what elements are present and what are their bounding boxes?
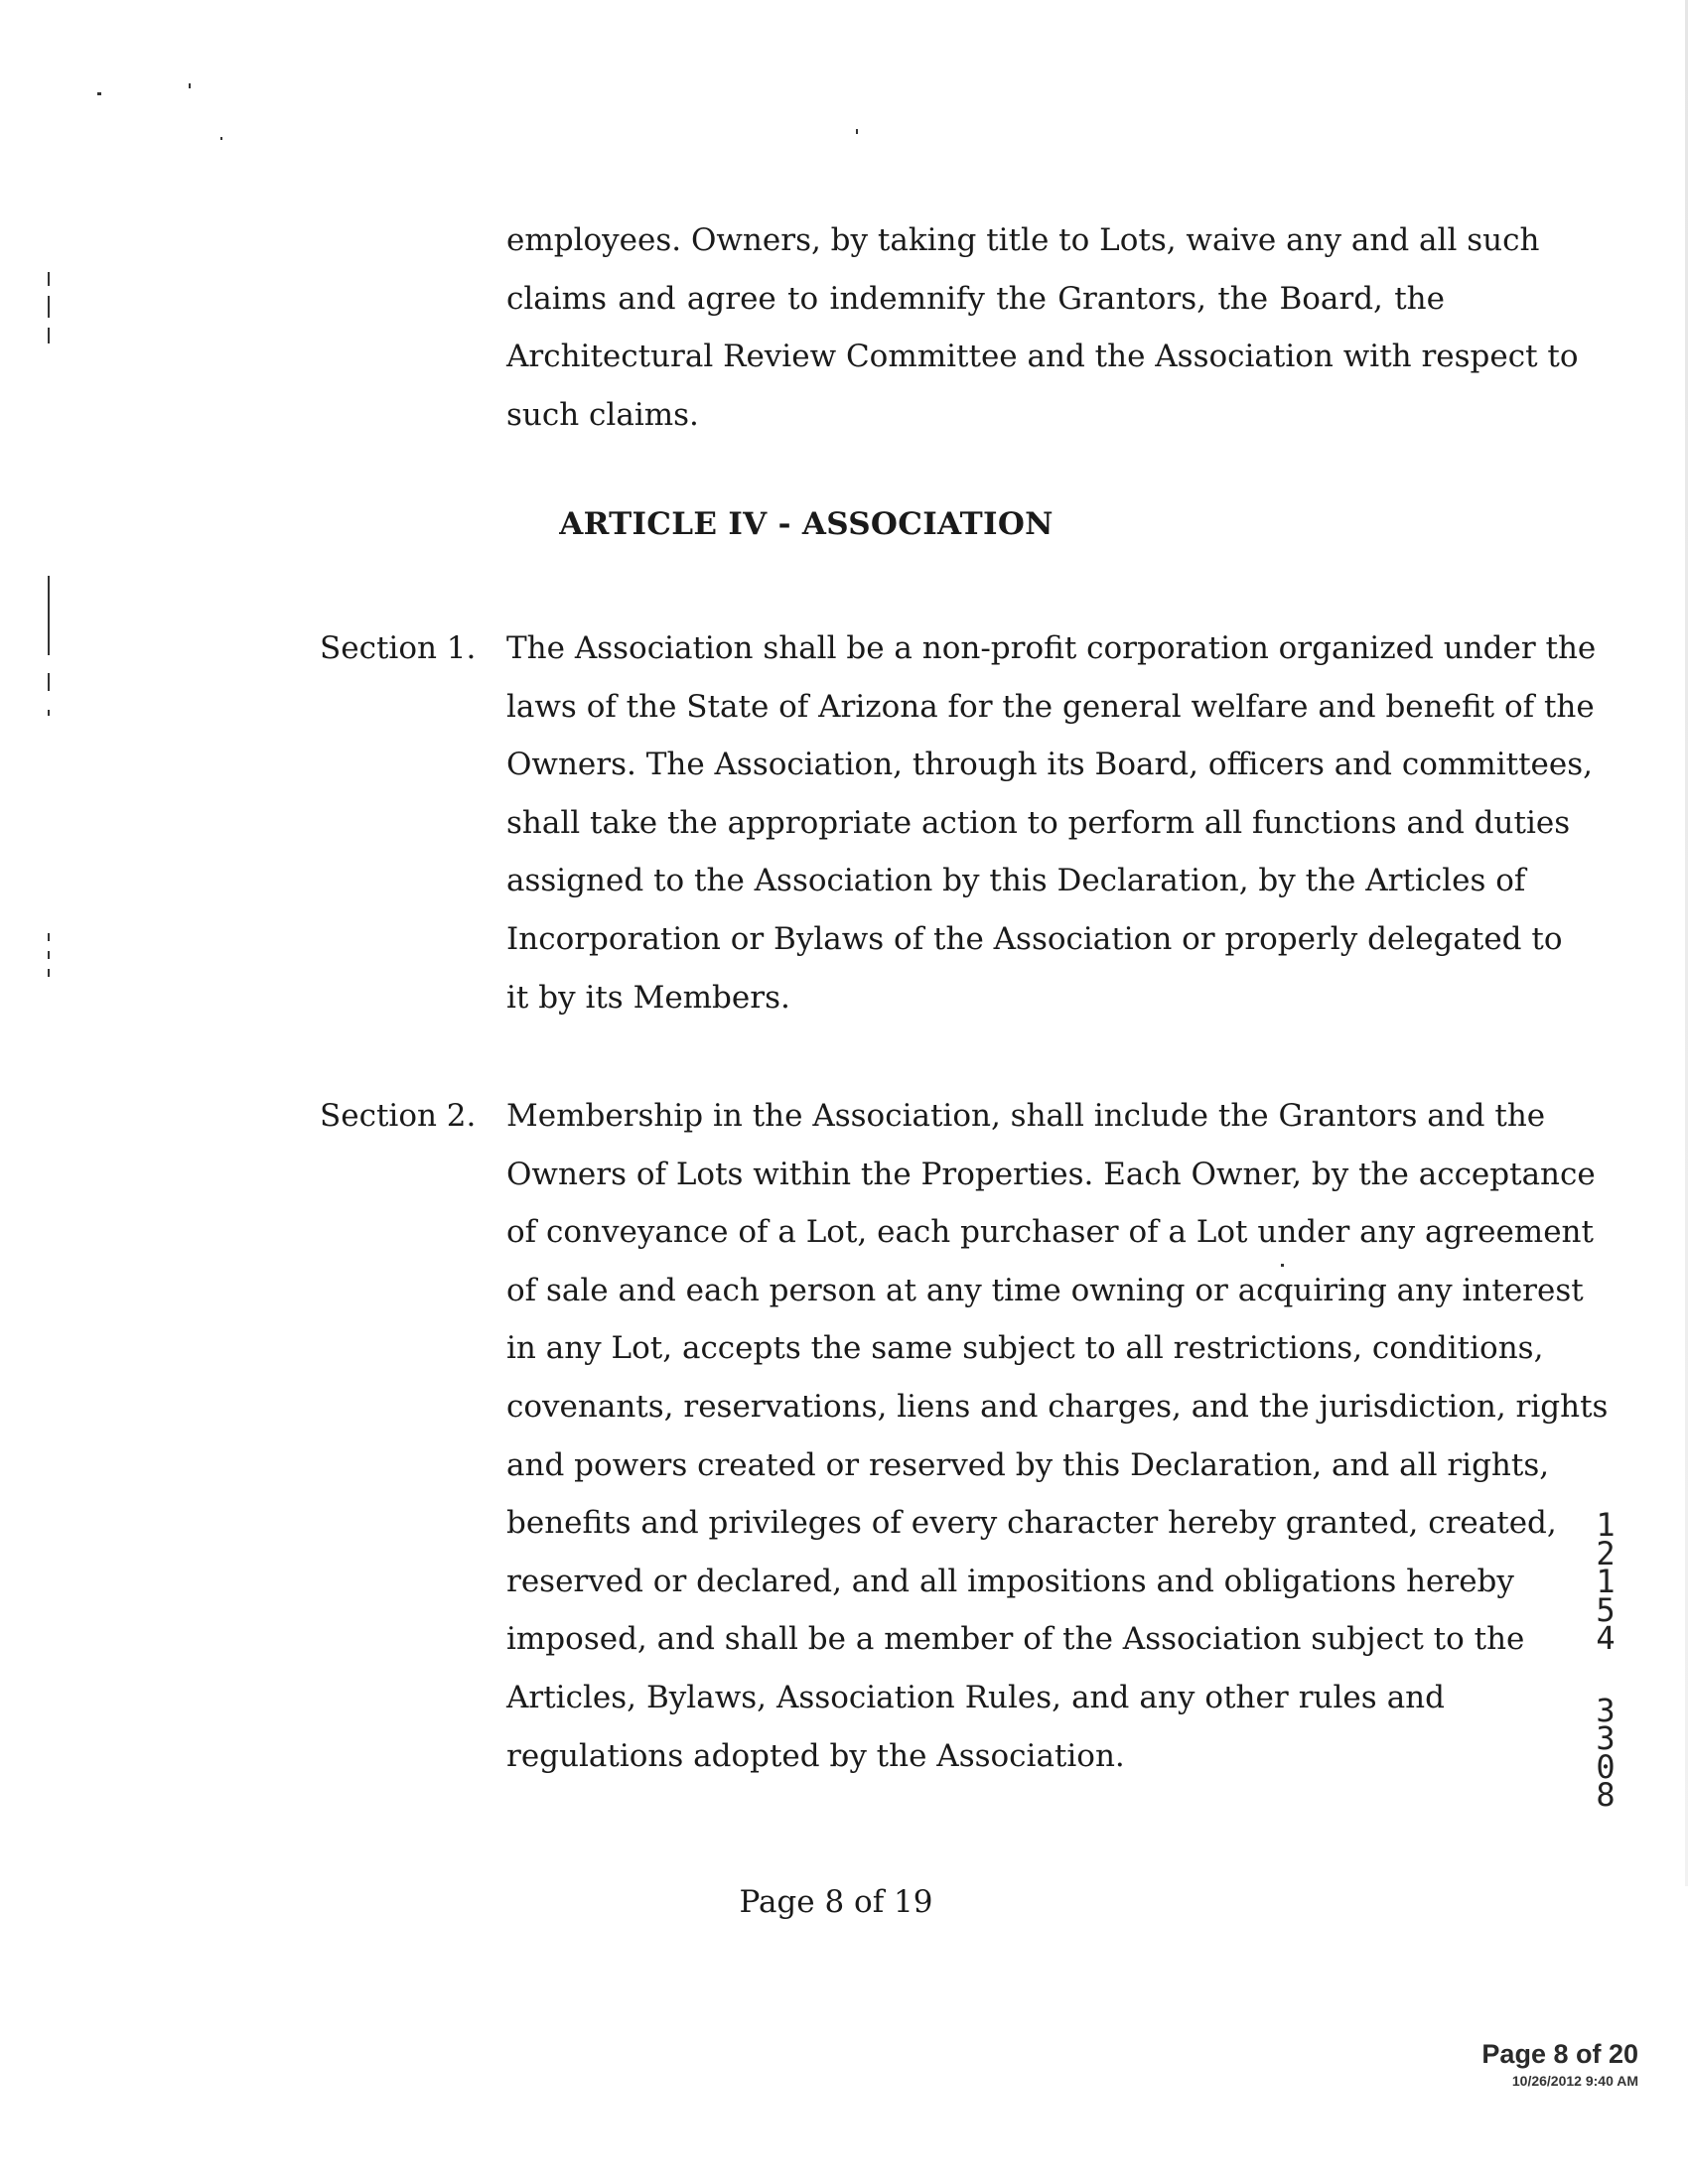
recording-digit: 8	[1596, 1776, 1616, 1814]
stamp-datetime: 10/26/2012 9:40 AM	[1511, 2073, 1638, 2089]
margin-mark	[48, 969, 50, 977]
text-line: Membership in the Association, shall include the Grantors and the	[506, 1098, 1546, 1134]
text-line: shall take the appropriate action to perform all functions and duties	[506, 804, 1571, 841]
recording-digit: 1	[1596, 1563, 1616, 1600]
text-line: employees. Owners, by taking title to Lots, waive any and all such	[506, 222, 1540, 258]
text-line: reserved or declared, and all impositions and obligations hereby	[506, 1563, 1514, 1599]
text-line: covenants, reservations, liens and charges, and the jurisdiction, rights	[506, 1388, 1609, 1425]
margin-mark	[48, 296, 50, 318]
text-line: laws of the State of Arizona for the general welfare and benefit of the	[506, 688, 1595, 725]
recording-digit: 3	[1596, 1691, 1616, 1729]
recording-digit: 3	[1596, 1719, 1616, 1757]
text-line: Owners of Lots within the Properties. Each Owner, by the acceptance	[506, 1156, 1596, 1192]
margin-mark	[48, 328, 50, 343]
text-line: The Association shall be a non-profit corporation organized under the	[506, 630, 1597, 666]
text-line: benefits and privileges of every character hereby granted, created,	[506, 1505, 1557, 1542]
recording-number	[1589, 1506, 1622, 1814]
recording-digit: 0	[1596, 1747, 1616, 1786]
text-line: of conveyance of a Lot, each purchaser of a Lot under any agreement	[506, 1214, 1594, 1251]
text-line: regulations adopted by the Association.	[506, 1737, 1125, 1774]
scan-speck	[856, 129, 858, 134]
text-line: and powers created or reserved by this Declaration, and all rights,	[506, 1446, 1550, 1483]
margin-mark	[48, 272, 50, 286]
text-line: in any Lot, accepts the same subject to all restrictions, conditions,	[506, 1330, 1544, 1367]
scan-speck	[189, 83, 191, 88]
recording-digit: 1	[1596, 1506, 1616, 1544]
recording-digit: 2	[1596, 1534, 1616, 1572]
recording-digit: 5	[1596, 1590, 1616, 1629]
text-line: Articles, Bylaws, Association Rules, and any other rules and	[506, 1679, 1445, 1715]
section-2-label: Section 2.	[320, 1098, 477, 1134]
text-line: Owners. The Association, through its Board, officers and committees,	[506, 747, 1593, 783]
article-heading-text: ARTICLE IV - ASSOCIATION	[559, 506, 1054, 542]
section-1-label: Section 1.	[320, 630, 477, 666]
margin-mark	[48, 576, 50, 655]
article-heading	[0, 506, 1688, 542]
section-1-body	[506, 619, 1597, 1026]
margin-mark	[48, 933, 50, 941]
section-2-body	[506, 1087, 1609, 1785]
text-line: Architectural Review Committee and the Association with respect to	[506, 339, 1579, 375]
text-line: such claims.	[506, 396, 699, 433]
scan-speck	[97, 92, 101, 95]
text-line: it by its Members.	[506, 979, 790, 1016]
margin-mark	[48, 710, 50, 716]
text-line: claims and agree to indemnify the Grantors, the Board, the	[506, 280, 1445, 317]
text-line: of sale and each person at any time owning or acquiring any interest	[506, 1272, 1584, 1308]
recording-gap	[1589, 1653, 1622, 1697]
recording-digit: 4	[1596, 1619, 1616, 1657]
intro-paragraph	[506, 211, 1579, 444]
scan-speck	[220, 137, 222, 140]
recording-stamp	[1481, 2037, 1638, 2091]
text-line: assigned to the Association by this Declaration, by the Articles of	[506, 863, 1526, 899]
stamp-page-number: Page 8 of 20	[1481, 2039, 1638, 2069]
page-footer-text: Page 8 of 19	[739, 1884, 933, 1920]
text-line: Incorporation or Bylaws of the Association or properly delegated to	[506, 920, 1563, 957]
text-line: imposed, and shall be a member of the Association subject to the	[506, 1621, 1525, 1658]
margin-mark	[48, 951, 50, 959]
page-footer	[0, 1884, 1688, 1920]
margin-mark	[48, 673, 50, 691]
